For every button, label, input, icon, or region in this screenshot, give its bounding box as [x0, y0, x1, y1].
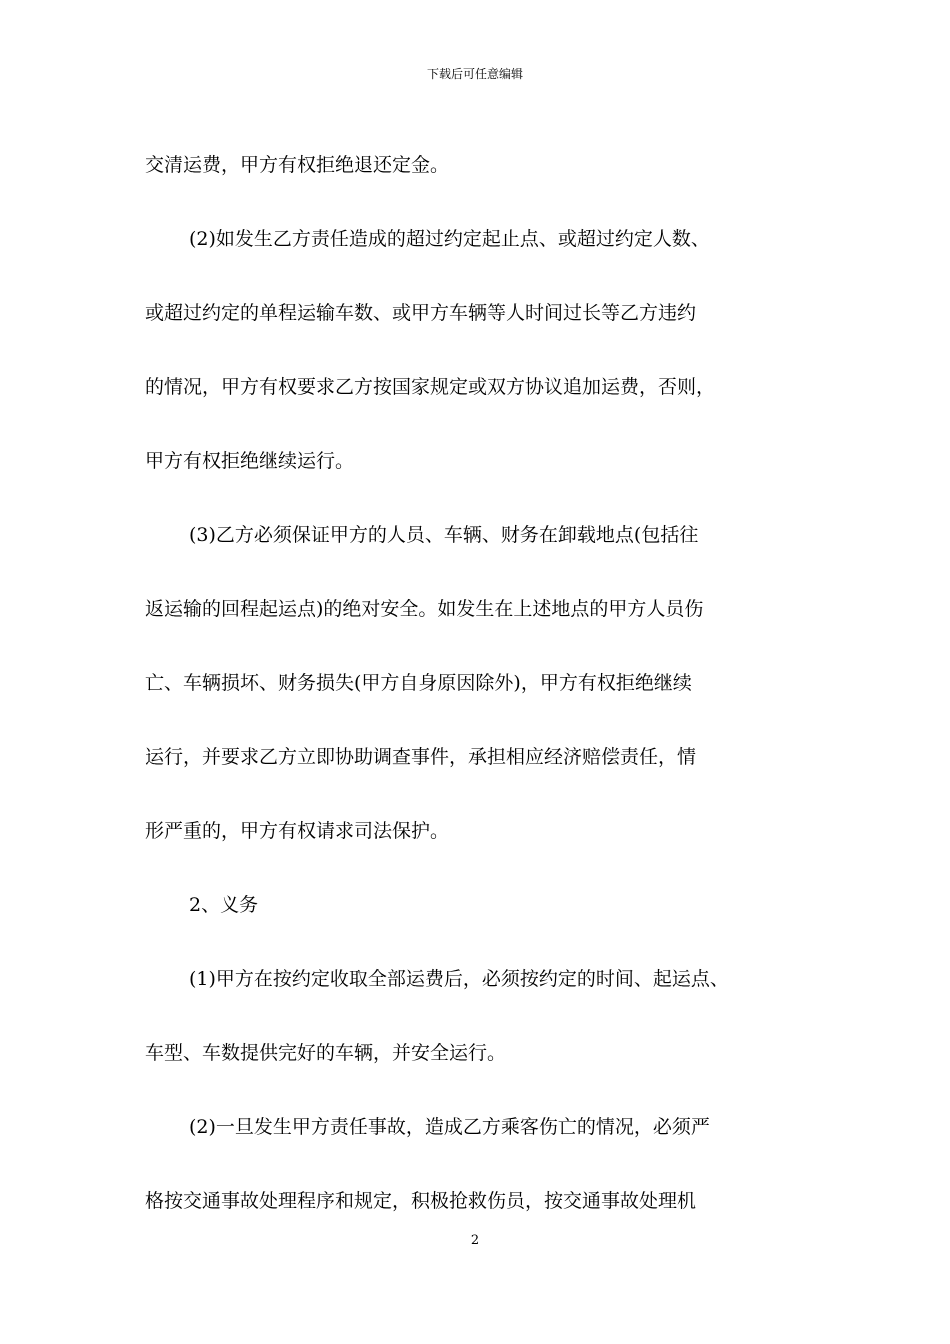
paragraph-line: 返运输的回程起运点)的绝对安全。如发生在上述地点的甲方人员伤 [145, 598, 704, 620]
paragraph-line: 甲方有权拒绝继续运行。 [145, 450, 355, 472]
paragraph-line: (1)甲方在按约定收取全部运费后，必须按约定的时间、起运点、 [189, 968, 729, 990]
paragraph-line: (3)乙方必须保证甲方的人员、车辆、财务在卸载地点(包括往 [189, 524, 699, 546]
paragraph-line: 的情况，甲方有权要求乙方按国家规定或双方协议追加运费，否则， [145, 376, 716, 398]
section-heading: 2、义务 [189, 894, 259, 916]
paragraph-line: 亡、车辆损坏、财务损失(甲方自身原因除外)，甲方有权拒绝继续 [145, 672, 692, 694]
document-body [145, 128, 835, 1238]
paragraph-line: (2)一旦发生甲方责任事故，造成乙方乘客伤亡的情况，必须严 [189, 1116, 710, 1138]
paragraph-line: 形严重的，甲方有权请求司法保护。 [145, 820, 450, 842]
page-header: 下载后可任意编辑 [426, 67, 523, 81]
paragraph-line: (2)如发生乙方责任造成的超过约定起止点、或超过约定人数、 [189, 228, 710, 250]
paragraph-line: 或超过约定的单程运输车数、或甲方车辆等人时间过长等乙方违约 [145, 302, 697, 324]
paragraph-line: 交清运费，甲方有权拒绝退还定金。 [145, 154, 450, 176]
paragraph-line: 格按交通事故处理程序和规定，积极抢救伤员，按交通事故处理机 [145, 1190, 697, 1212]
paragraph-line: 运行，并要求乙方立即协助调查事件，承担相应经济赔偿责任，情 [145, 746, 697, 768]
paragraph-line: 车型、车数提供完好的车辆，并安全运行。 [145, 1042, 507, 1064]
page-number: 2 [470, 1233, 480, 1248]
